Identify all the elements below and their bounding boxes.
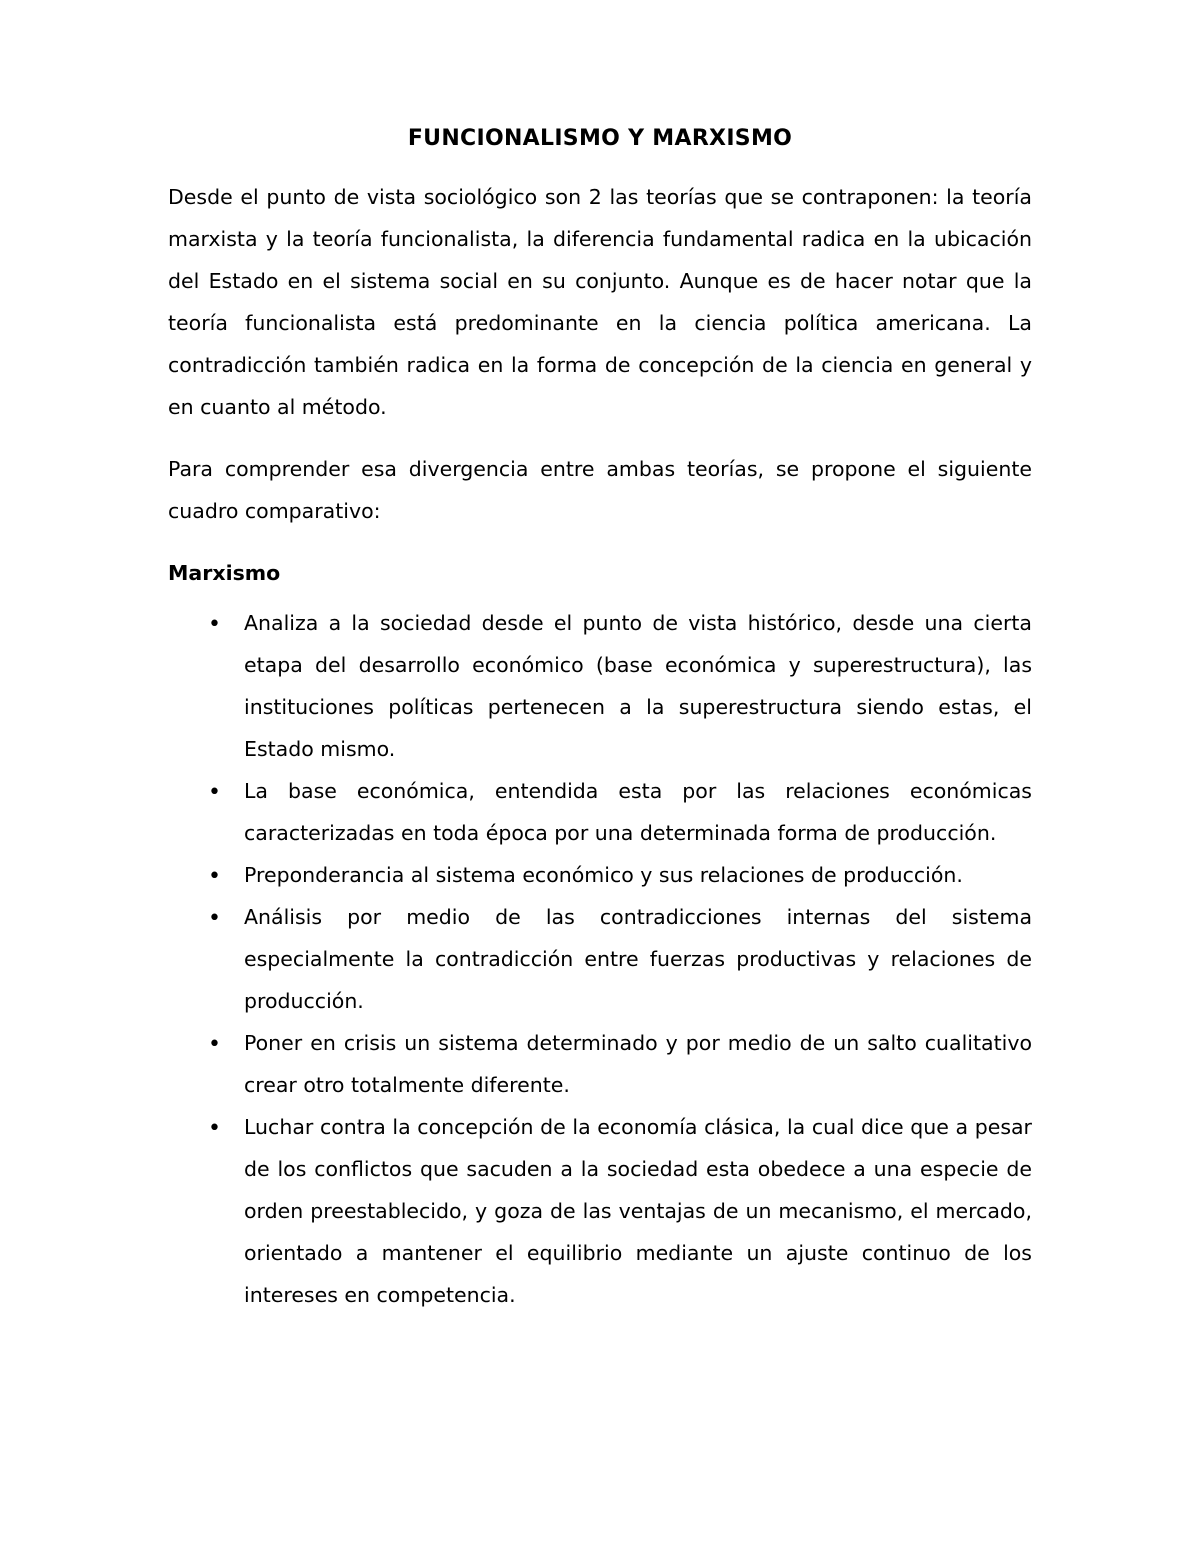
list-item: • Análisis por medio de las contradicciones internas del sistema especialmente la contradicción entre fuerzas productivas y relaciones de producción. [208,896,1032,1022]
list-item: • Poner en crisis un sistema determinado y por medio de un salto cualitativo crear otro totalmente diferente. [208,1022,1032,1106]
list-item: • Preponderancia al sistema económico y sus relaciones de producción. [208,854,1032,896]
intro-paragraph-1: Desde el punto de vista sociológico son 2 las teorías que se contraponen: la teoría marxista y la teoría funcionalista, la diferencia fundamental radica en la ubicación del Estado en el sistema social en su conjunto. Aunque es de hacer notar que la teoría funcionalista está predominante en la ciencia política americana. La contradicción también radica en la forma de concepción de la ciencia en general y en cuanto al método. [168,184,1032,419]
list-item: • Analiza a la sociedad desde el punto de vista histórico, desde una cierta etapa del desarrollo económico (base económica y superestructura), las instituciones políticas pertenecen a la superestructura siendo estas, el Estado mismo. [208,602,1032,770]
page-title: FUNCIONALISMO Y MARXISMO [407,126,793,151]
intro-paragraph-2: Para comprender esa divergencia entre ambas teorías, se propone el siguiente cuadro comparativo: [168,456,1032,523]
list-item: • La base económica, entendida esta por las relaciones económicas caracterizadas en toda época por una determinada forma de producción. [208,770,1032,854]
marxismo-bullet-list [168,602,1032,1316]
section-heading-marxismo: Marxismo [168,560,281,585]
list-item: • Luchar contra la concepción de la economía clásica, la cual dice que a pesar de los conflictos que sacuden a la sociedad esta obedece a una especie de orden preestablecido, y goza de las ventajas de un mecanismo, el mercado, orientado a mantener el equilibrio mediante un ajuste continuo de los intereses en competencia. [208,1106,1032,1316]
